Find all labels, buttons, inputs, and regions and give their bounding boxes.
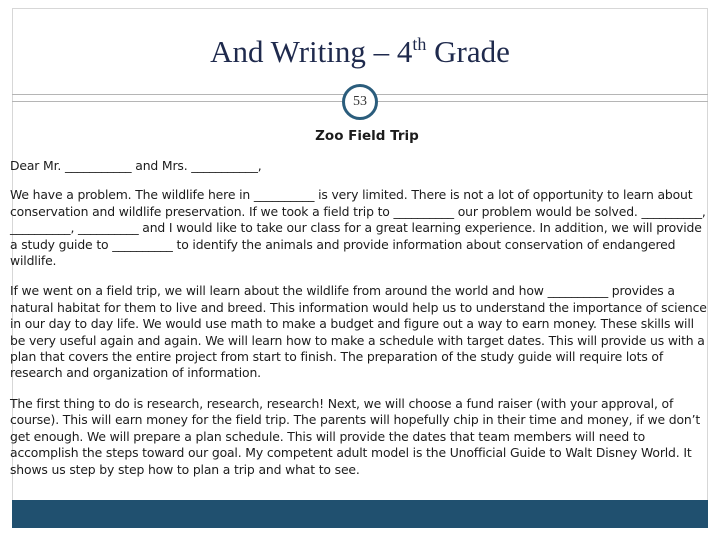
slide-title-superscript: th	[412, 34, 427, 54]
slide-title	[0, 34, 720, 70]
footer-bar	[12, 500, 708, 528]
slide-title-tail: Grade	[426, 34, 510, 69]
salutation: Dear Mr. ___________ and Mrs. ___________,	[10, 158, 262, 173]
paragraph-2: If we went on a field trip, we will learn about the wildlife from around the world and how __________ provides a natural habitat for them to live and breed. This information would help us to understand the importance of science in our day to day life. We would use math to make a budget and figure out a way to earn money. These skills will be very useful again and again. We will learn how to make a schedule with target dates. This will provide us with a plan that covers the entire project from start to finish. The preparation of the study guide will require lots of research and organization of information.	[10, 283, 707, 381]
page-number-badge: 53	[342, 84, 378, 120]
document-heading: Zoo Field Trip	[315, 128, 419, 144]
slide-title-main: And Writing – 4	[210, 34, 413, 69]
paragraph-1: We have a problem. The wildlife here in __________ is very limited. There is not a lot of opportunity to learn about conservation and wildlife preservation. If we took a field trip to __________ our problem would be solved. __________, __________, __________ and I would like to take our class for a great learning experience. In addition, we will provide a study guide to __________ to identify the animals and provide information about conservation of endangered wildlife.	[10, 187, 706, 269]
paragraph-3: The first thing to do is research, research, research! Next, we will choose a fund raiser (with your approval, of course). This will earn money for the field trip. The parents will hopefully chip in their time and money, if we don’t get enough. We will prepare a plan schedule. This will provide the dates that team members will need to accomplish the steps toward our goal. My competent adult model is the Unofficial Guide to Walt Disney World. It shows us step by step how to plan a trip and what to see.	[10, 395, 701, 477]
document-body	[10, 128, 710, 478]
